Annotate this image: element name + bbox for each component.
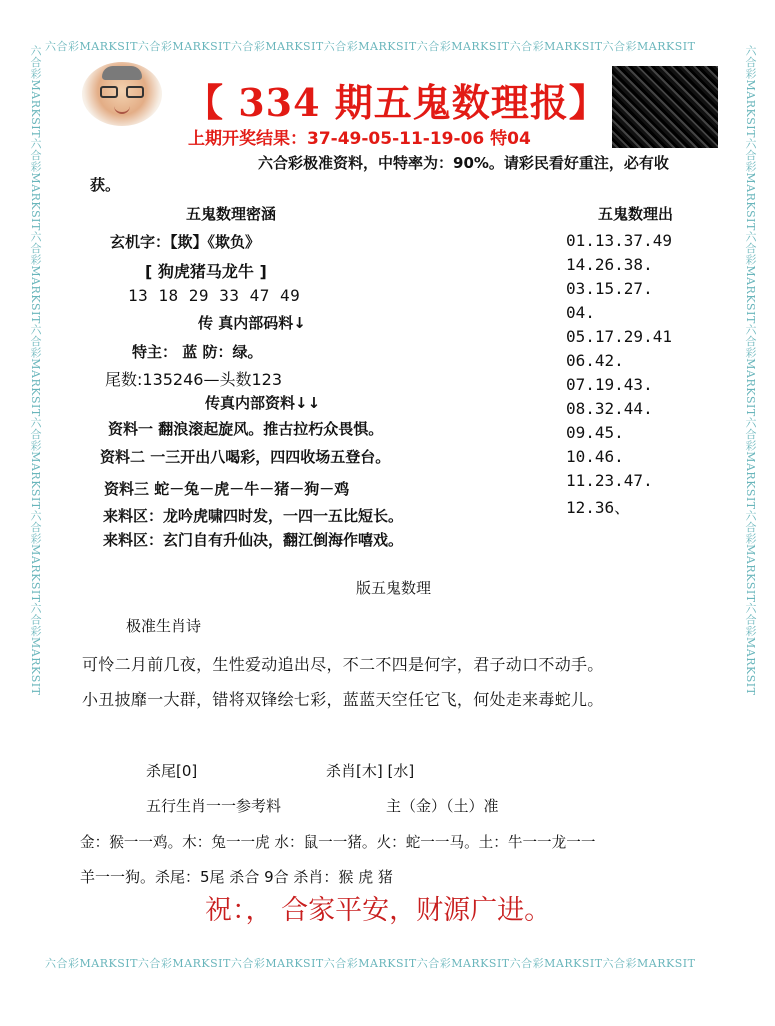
frame-watermark-bottom: 六合彩MARKSIT六合彩MARKSIT六合彩MARKSIT六合彩MARKSIT六合彩MARKSIT六合彩MARKSIT六合彩MARKSIT (45, 957, 696, 970)
avatar (82, 62, 162, 126)
tail-head-line: 尾数:135246—头数123 (105, 370, 283, 389)
data-item-1: 资料一 翻浪滚起旋风。推古拉朽众畏惧。 (108, 420, 384, 438)
page-title: 【 334 期五鬼数理报】 (185, 80, 608, 125)
intro-line-1: 六合彩极准资料，中特率为：90%。请彩民看好重注，必有收 (258, 154, 669, 172)
fax-heading-1: 传 真内部码料↓ (198, 314, 306, 332)
frame-watermark-left: 六合彩MARKSIT六合彩MARKSIT六合彩MARKSIT六合彩MARKSIT六合彩MARKSIT六合彩MARKSIT六合彩MARKSIT (29, 45, 42, 696)
qr-code-image (612, 66, 718, 148)
blessing-text: 祝：， 合家平安，财源广进。 (205, 895, 552, 926)
poem-title: 极准生肖诗 (126, 617, 202, 635)
special-line: 特主： 蓝 防：绿。 (132, 343, 263, 361)
riddle-line: 玄机字：【欺】《欺负》 (110, 233, 261, 251)
data-item-3: 资料三 蛇－兔－虎－牛－猪－狗－鸡 (104, 480, 350, 498)
data-item-4: 来料区：龙吟虎啸四时发，一四一五比短长。 (103, 507, 404, 525)
result-row: 05.17.29.41 (566, 327, 672, 346)
result-row: 14.26.38. (566, 255, 653, 274)
poem-section-title: 版五鬼数理 (356, 579, 432, 597)
fax-heading-2: 传真内部资料↓↓ (205, 394, 321, 412)
result-row: 09.45. (566, 423, 624, 442)
poem-line-1: 可怜二月前几夜，生性爱动追出尽，不二不四是何字，君子动口不动手。 (82, 655, 604, 674)
wuxing-line-1: 金：猴一一鸡。木：兔一一虎 水：鼠一一猪。火：蛇一一马。土：牛一一龙一一 (80, 834, 596, 851)
frame-watermark-top: 六合彩MARKSIT六合彩MARKSIT六合彩MARKSIT六合彩MARKSIT六合彩MARKSIT六合彩MARKSIT六合彩MARKSIT (45, 40, 696, 53)
number-line: 13 18 29 33 47 49 (128, 286, 301, 305)
result-row: 11.23.47. (566, 471, 653, 490)
result-row: 03.15.27. (566, 279, 653, 298)
kill-tail: 杀尾[0] (146, 762, 198, 780)
result-row: 07.19.43. (566, 375, 653, 394)
wuxing-line-2: 羊一一狗。杀尾：5尾 杀合 9合 杀肖：猴 虎 猪 (80, 868, 393, 886)
wuxing-reference: 五行生肖一一参考料 (146, 797, 282, 815)
avatar-glasses-left (100, 86, 118, 98)
avatar-glasses-right (126, 86, 144, 98)
result-row: 10.46. (566, 447, 624, 466)
data-item-2: 资料二 一三开出八喝彩，四四收场五登台。 (100, 448, 391, 466)
kill-zodiac: 杀肖[木] [水] (326, 762, 415, 780)
last-draw-result: 上期开奖结果：37-49-05-11-19-06 特04 (188, 129, 531, 149)
zodiac-line: [ 狗虎猪马龙牛 ] (145, 262, 267, 281)
section-heading: 五鬼数理密涵 (186, 205, 277, 223)
frame-watermark-right: 六合彩MARKSIT六合彩MARKSIT六合彩MARKSIT六合彩MARKSIT六合彩MARKSIT六合彩MARKSIT六合彩MARKSIT (744, 45, 757, 696)
data-item-5: 来料区：玄门自有升仙决，翻江倒海作嘻戏。 (103, 531, 404, 549)
result-row: 08.32.44. (566, 399, 653, 418)
result-row: 06.42. (566, 351, 624, 370)
result-row: 01.13.37.49 (566, 231, 672, 250)
result-row: 04. (566, 303, 595, 322)
intro-line-2: 获。 (90, 176, 121, 194)
poem-line-2: 小丑披靡一大群，错将双锋绘七彩，蓝蓝天空任它飞，何处走来毒蛇儿。 (82, 690, 604, 709)
result-row: 12.36、 (566, 498, 631, 517)
avatar-hair (102, 66, 142, 80)
results-heading: 五鬼数理出 (598, 205, 674, 223)
wuxing-main: 主（金）（土）准 (386, 797, 499, 815)
avatar-smile (114, 106, 130, 114)
